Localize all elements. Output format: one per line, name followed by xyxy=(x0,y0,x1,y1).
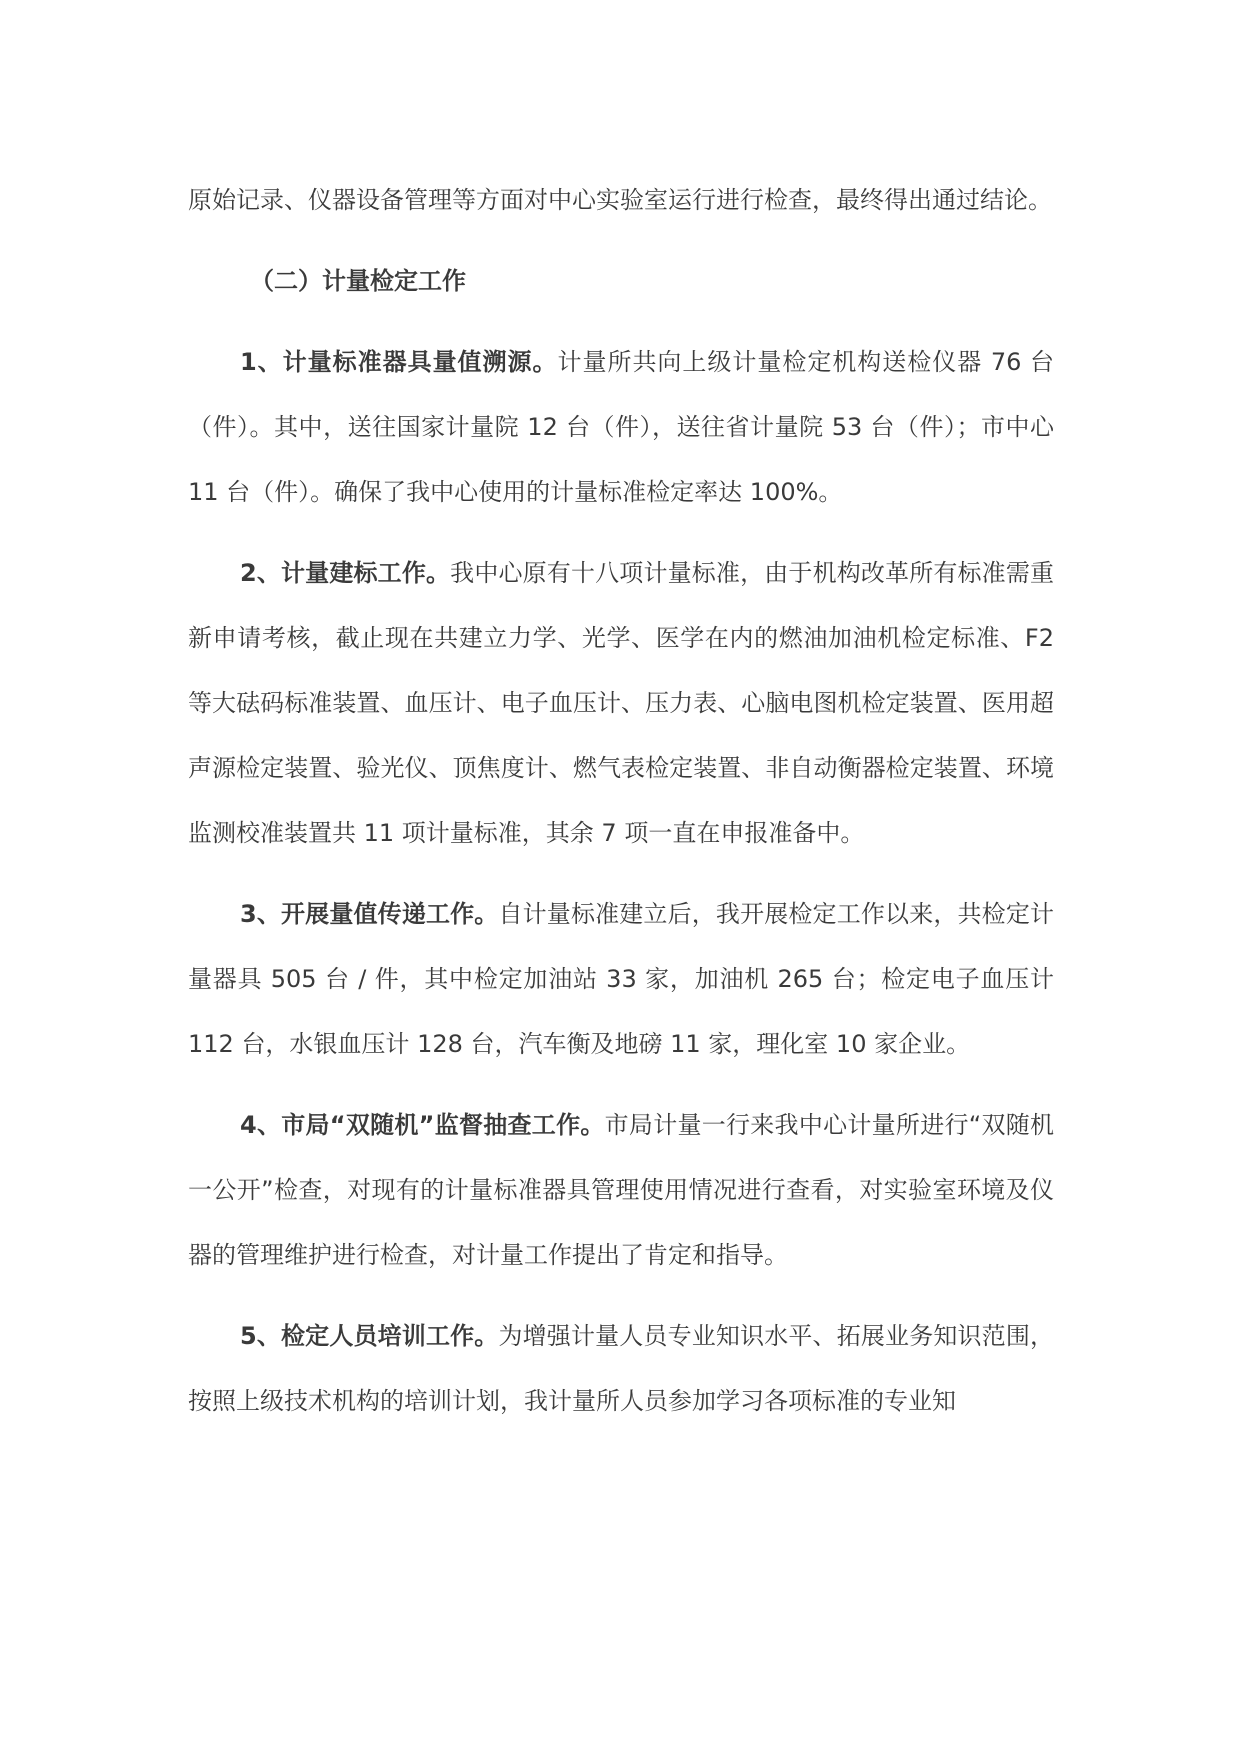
paragraph-item-4 xyxy=(188,1093,1054,1288)
section-heading: （二）计量检定工作 xyxy=(250,267,466,295)
paragraph-text: 原始记录、仪器设备管理等方面对中心实验室运行进行检查，最终得出通过结论。 xyxy=(188,186,1052,214)
paragraph-lead: 5、检定人员培训工作。 xyxy=(240,1322,499,1350)
paragraph-item-3 xyxy=(188,882,1054,1077)
paragraph-text: 计量所共向上级计量检定机构送检仪器 76 台（件）。其中，送往国家计量院 12 台（件），送往省计量院 53 台（件）；市中心 11 台（件）。确保了我中心使用的计量标准检定率达 100%。 xyxy=(188,348,1054,506)
paragraph-continuation xyxy=(188,168,1054,233)
paragraph-text: 我中心原有十八项计量标准，由于机构改革所有标准需重新申请考核，截止现在共建立力学、光学、医学在内的燃油加油机检定标准、F2 等大砝码标准装置、血压计、电子血压计、压力表、心脑电图机检定装置、医用超声源检定装置、验光仪、顶焦度计、燃气表检定装置、非自动衡器检定装置、环境监测校准装置共 11 项计量标准，其余 7 项一直在申报准备中。 xyxy=(188,559,1055,847)
paragraph-lead: 4、市局“双随机”监督抽查工作。 xyxy=(240,1111,605,1139)
paragraph-lead: 3、开展量值传递工作。 xyxy=(240,900,499,928)
paragraph-text: 为增强计量人员专业知识水平、拓展业务知识范围，按照上级技术机构的培训计划，我计量所人员参加学习各项标准的专业知 xyxy=(188,1322,1054,1415)
document-body xyxy=(188,168,1054,1450)
paragraph-lead: 1、计量标准器具量值溯源。 xyxy=(240,348,558,376)
paragraph-item-2 xyxy=(188,541,1054,866)
paragraph-text: 自计量标准建立后，我开展检定工作以来，共检定计量器具 505 台 / 件，其中检定加油站 33 家，加油机 265 台；检定电子血压计 112 台，水银血压计 128 台，汽车衡及地磅 11 家，理化室 10 家企业。 xyxy=(188,900,1054,1058)
paragraph-text: 市局计量一行来我中心计量所进行“双随机一公开”检查，对现有的计量标准器具管理使用情况进行查看，对实验室环境及仪器的管理维护进行检查，对计量工作提出了肯定和指导。 xyxy=(188,1111,1055,1269)
paragraph-item-1 xyxy=(188,330,1054,525)
paragraph-item-5 xyxy=(188,1304,1054,1434)
paragraph-lead: 2、计量建标工作。 xyxy=(240,559,451,587)
